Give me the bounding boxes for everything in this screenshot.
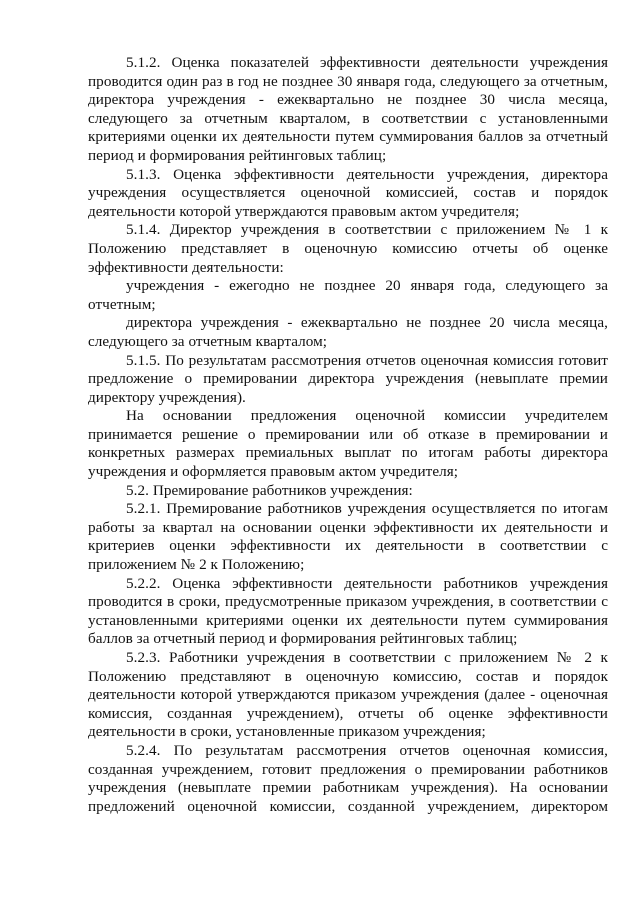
paragraph-5-1-2: 5.1.2. Оценка показателей эффективности деятельности учреждения проводится один раз в год не позднее 30 января года, следующего за отчетным, директора учреждения - ежеквартально не позднее 30 числа месяца, следующего за отчетным кварталом, в соответствии с установленными критериями оценки их деятельности путем суммирования баллов за отчетный период и формирования рейтинговых таблиц; bbox=[88, 54, 608, 164]
paragraph-5-1-3: 5.1.3. Оценка эффективности деятельности учреждения, директора учреждения осуществляется оценочной комиссией, состав и порядок деятельности которой утверждаются правовым актом учредителя; bbox=[88, 165, 608, 220]
paragraph-director-deadline: директора учреждения - ежеквартально не позднее 20 числа месяца, следующего за отчетным кварталом; bbox=[88, 314, 608, 350]
paragraph-5-1-5: 5.1.5. По результатам рассмотрения отчетов оценочная комиссия готовит предложение о премировании директора учреждения (невыплате премии директору учреждения). bbox=[88, 351, 608, 406]
paragraph-5-2-1: 5.2.1. Премирование работников учреждения осуществляется по итогам работы за квартал на основании оценки эффективности их деятельности и критериев оценки эффективности их деятельности в соответствии с приложением № 2 к Положению; bbox=[88, 500, 608, 574]
paragraph-5-1-4: 5.1.4. Директор учреждения в соответствии с приложением № 1 к Положению представляет в оценочную комиссию отчеты об оценке эффективности деятельности: bbox=[88, 221, 608, 276]
paragraph-institution-deadline: учреждения - ежегодно не позднее 20 января года, следующего за отчетным; bbox=[88, 277, 608, 313]
paragraph-founder-decision: На основании предложения оценочной комиссии учредителем принимается решение о премировании или об отказе в премировании и конкретных размерах премиальных выплат по итогам работы директора учреждения и оформляется правовым актом учредителя; bbox=[88, 407, 608, 481]
paragraph-5-2-2: 5.2.2. Оценка эффективности деятельности работников учреждения проводится в сроки, предусмотренные приказом учреждения, в соответствии с установленными критериями оценки их деятельности путем суммирования баллов за отчетный период и формирования рейтинговых таблиц; bbox=[88, 574, 608, 648]
document-body bbox=[88, 54, 608, 816]
paragraph-5-2-3: 5.2.3. Работники учреждения в соответствии с приложением № 2 к Положению представляют в оценочную комиссию, состав и порядок деятельности которой утверждаются приказом учреждения (далее - оценочная комиссия, созданная учреждением), отчеты об оценке эффективности деятельности в сроки, установленные приказом учреждения; bbox=[88, 649, 608, 741]
paragraph-5-2-4: 5.2.4. По результатам рассмотрения отчетов оценочная комиссия, созданная учреждением, готовит предложения о премировании работников учреждения (невыплате премии работникам учреждения). На основании предложений оценочной комиссии, созданной учреждением, директором bbox=[88, 741, 608, 815]
paragraph-5-2: 5.2. Премирование работников учреждения: bbox=[126, 481, 413, 499]
